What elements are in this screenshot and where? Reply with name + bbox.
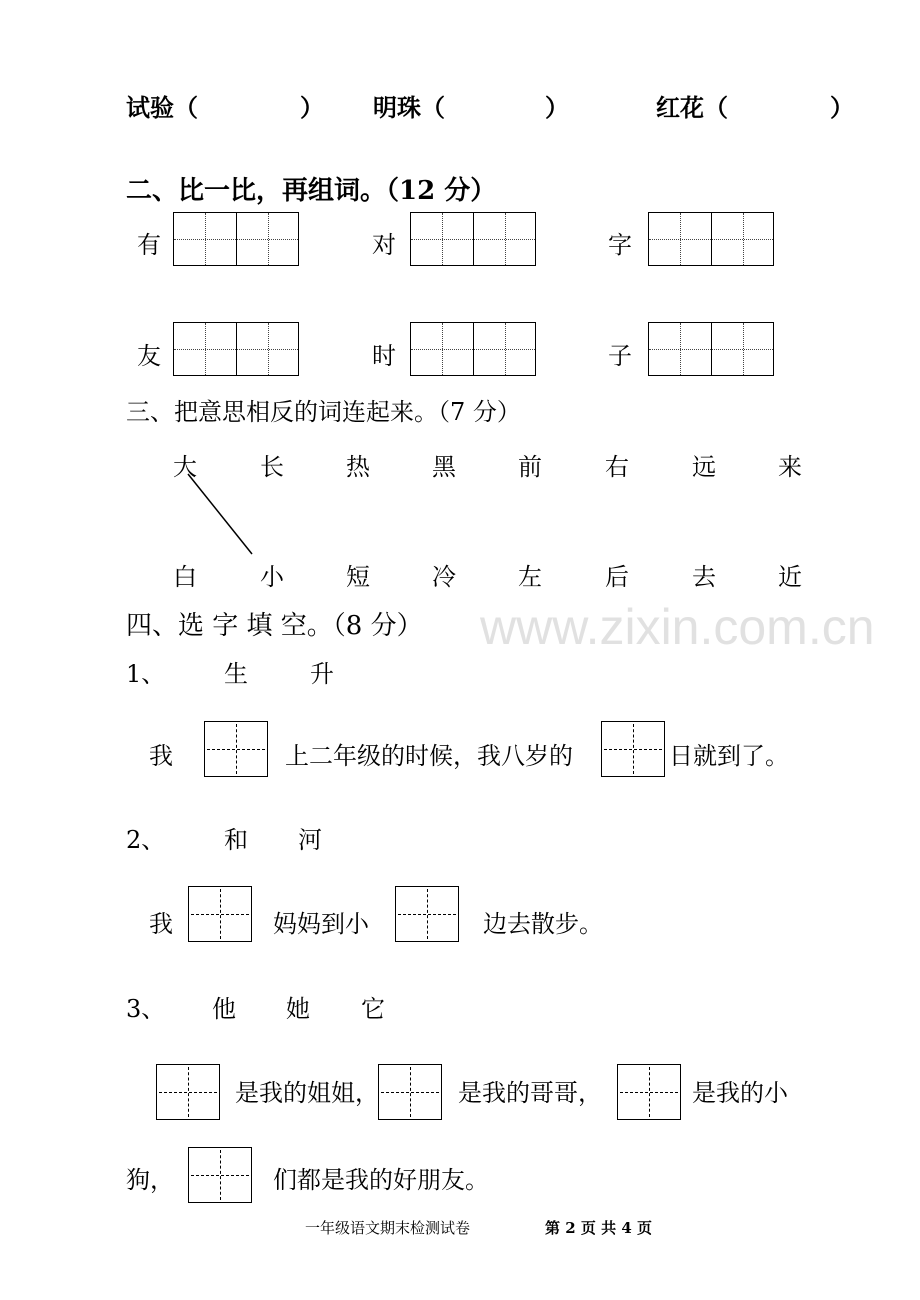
top-word: 热 <box>346 453 370 481</box>
top-word: 前 <box>518 453 542 481</box>
fill-box[interactable] <box>204 721 268 777</box>
q1-option: 升 <box>310 660 334 688</box>
bottom-word: 后 <box>605 563 629 591</box>
word-mingzhu: 明珠（ <box>373 93 445 122</box>
q1-text: 我 <box>149 742 173 770</box>
q2-option: 和 <box>224 826 248 854</box>
char-you2: 友 <box>137 342 161 370</box>
q2-text: 边去散步。 <box>483 910 603 938</box>
word-shiyan: 试验（ <box>126 93 198 122</box>
section4-title: 四、选 字 填 空。（8 分） <box>126 611 423 641</box>
q3-option: 他 <box>212 995 236 1023</box>
q2-option: 河 <box>298 826 322 854</box>
top-word: 黑 <box>432 453 456 481</box>
bottom-word: 近 <box>778 563 802 591</box>
fill-box[interactable] <box>156 1064 220 1120</box>
fill-box[interactable] <box>617 1064 681 1120</box>
word-honghua: 红花（ <box>656 93 728 122</box>
q3-text: 是我的哥哥， <box>458 1079 602 1107</box>
bottom-word: 白 <box>173 563 197 591</box>
paren-close: ） <box>545 93 569 122</box>
q3-text: 是我的小 <box>692 1079 788 1107</box>
char-zi2: 子 <box>608 342 632 370</box>
bottom-word: 小 <box>260 563 284 591</box>
bottom-word: 左 <box>518 563 542 591</box>
q3-number: 3、 <box>126 995 166 1023</box>
q3-option: 她 <box>286 995 310 1023</box>
section3-title: 三、把意思相反的词连起来。（7 分） <box>126 398 521 426</box>
top-word: 长 <box>260 453 284 481</box>
char-you: 有 <box>137 231 161 259</box>
fill-box[interactable] <box>188 886 252 942</box>
fill-box[interactable] <box>395 886 459 942</box>
page-number: 第 2 页 共 4 页 <box>545 1219 652 1237</box>
char-zi: 字 <box>608 231 632 259</box>
paren-close: ） <box>830 93 854 122</box>
paren-close: ） <box>300 93 324 122</box>
q2-text: 我 <box>149 910 173 938</box>
bottom-word: 短 <box>346 563 370 591</box>
top-word: 来 <box>778 453 802 481</box>
q3-text: 们都是我的好朋友。 <box>273 1166 489 1194</box>
footer-title: 一年级语文期末检测试卷 <box>305 1219 471 1237</box>
q2-text: 妈妈到小 <box>273 910 369 938</box>
q1-number: 1、 <box>126 660 166 688</box>
q3-text: 狗， <box>126 1166 174 1194</box>
q1-text: 上二年级的时候，我八岁的 <box>285 742 573 770</box>
top-word: 远 <box>692 453 716 481</box>
q3-option: 它 <box>361 995 385 1023</box>
fill-box[interactable] <box>378 1064 442 1120</box>
q2-number: 2、 <box>126 826 166 854</box>
top-word: 右 <box>605 453 629 481</box>
fill-box[interactable] <box>601 721 665 777</box>
section2-title: 二、比一比，再组词。（12 分） <box>126 176 497 206</box>
char-shi: 时 <box>372 342 396 370</box>
fill-box[interactable] <box>188 1147 252 1203</box>
q1-option: 生 <box>224 660 248 688</box>
bottom-word: 去 <box>692 563 716 591</box>
q1-text: 日就到了。 <box>669 742 789 770</box>
q3-text: 是我的姐姐， <box>235 1079 379 1107</box>
bottom-word: 冷 <box>432 563 456 591</box>
watermark: www.zixin.com.cn <box>480 599 875 655</box>
top-word: 大 <box>173 453 197 481</box>
char-dui: 对 <box>372 231 396 259</box>
